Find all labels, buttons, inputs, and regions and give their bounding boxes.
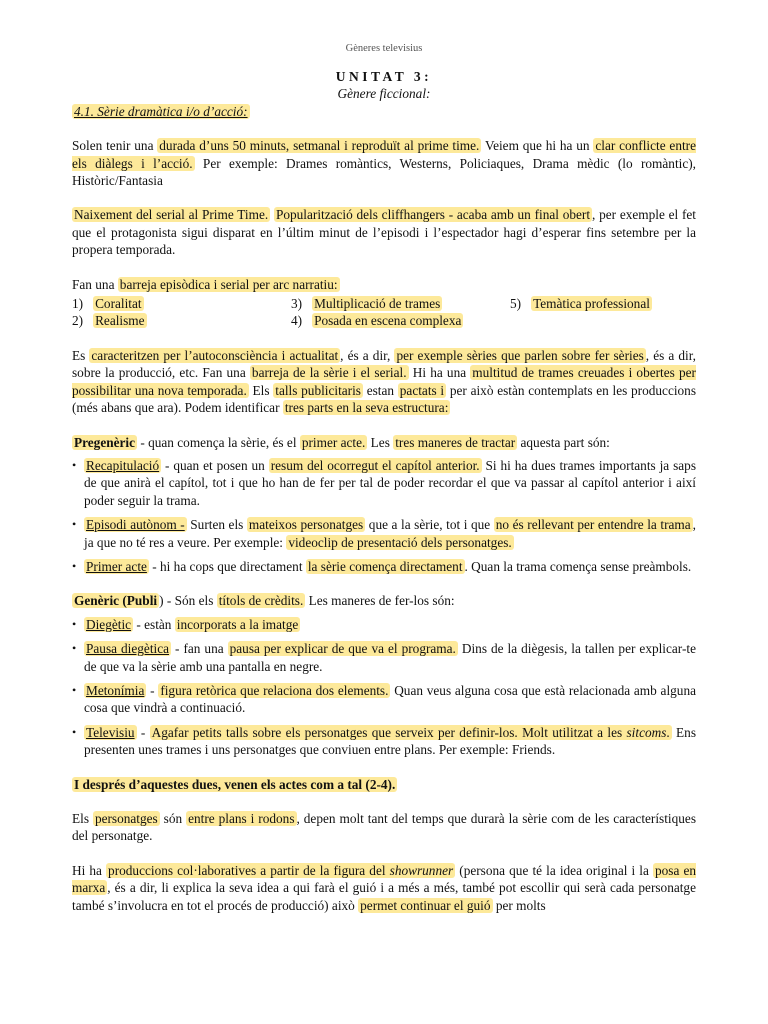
text: , és a dir, sobre la producció, etc. Fan una	[72, 347, 696, 381]
bullet-text	[84, 682, 696, 717]
text: per això estàn contemplats en les produccions (més abans que ara). Podem identificar	[72, 382, 697, 416]
text: són	[159, 811, 187, 826]
italic-text: showrunner	[389, 862, 454, 878]
acts-paragraph	[72, 776, 696, 793]
list-item	[72, 312, 291, 329]
list-item	[291, 312, 510, 329]
text: Solen tenir una	[72, 138, 158, 154]
text: Surten els	[186, 517, 247, 533]
text: Els	[72, 811, 93, 826]
highlight: no és rellevant per entendre la trama	[495, 517, 691, 533]
bullet-item-episodi-autonom	[72, 516, 696, 551]
numbered-column-3	[510, 295, 652, 330]
text: estan	[362, 382, 398, 398]
bullet-icon: •	[72, 517, 77, 532]
paragraph-3	[72, 276, 696, 293]
item-number: 1)	[72, 296, 84, 312]
bullet-label: Metonímia	[86, 682, 145, 698]
text: - quan comença la sèrie, és el	[137, 434, 300, 450]
text: , és a dir,	[340, 347, 395, 363]
highlight: tres parts en la seva estructura:	[284, 400, 449, 416]
bullet-item-recapitulacio	[72, 457, 696, 509]
highlight: títols de crèdits.	[218, 593, 304, 609]
generic-title: Genèric (Publi	[74, 593, 158, 609]
section-heading	[72, 103, 696, 120]
bullet-item-televisiu	[72, 724, 696, 759]
highlight: barreja de la sèrie i el serial.	[251, 365, 407, 381]
bullet-text	[84, 457, 696, 509]
text: - estàn	[133, 616, 175, 632]
paragraph-4	[72, 347, 696, 417]
bullet-text	[84, 616, 696, 633]
unit-title: UNITAT 3:	[335, 69, 433, 84]
section-heading-text: 4.1. Sèrie dramàtica i/o d’acció:	[74, 103, 248, 119]
text: (persona que té la idea original i la	[455, 862, 653, 878]
text: Dins de la diègesis, la tallen per explicar-te de que va la sèrie amb una pantalla en negre.	[84, 641, 696, 674]
pregeneric-title: Pregenèric	[74, 434, 136, 450]
highlight: Naixement del serial al Prime Time.	[74, 207, 269, 223]
highlight: videoclip de presentació dels personatges.	[288, 534, 512, 550]
text: -	[136, 724, 150, 740]
text: , depen molt tant del temps que durarà la sèrie com de les característiques del personatge.	[72, 811, 696, 844]
text: , ja que no té res a veure. Per exemple:	[84, 517, 696, 550]
text: Hi ha	[72, 862, 107, 878]
text: .	[666, 724, 670, 740]
generic-paragraph	[72, 592, 696, 609]
bullet-icon: •	[72, 682, 77, 697]
bullet-label: Televisiu	[86, 724, 135, 740]
paragraph-6	[72, 862, 696, 914]
bullet-icon: •	[72, 724, 77, 739]
text: Agafar petits talls sobre els personatges que serveix per definir-los. Molt utilitzat a les	[151, 724, 627, 740]
item-label: Multiplicació de trames	[314, 296, 441, 312]
text: que a la sèrie, tot i que	[365, 517, 494, 533]
highlight: posa en marxa	[72, 862, 697, 896]
bullet-text	[84, 724, 696, 759]
highlight	[106, 863, 455, 878]
highlight: Popularització dels cliffhangers - acaba amb un final obert	[275, 207, 591, 223]
item-label: Posada en escena complexa	[314, 313, 462, 329]
document-body	[72, 68, 696, 914]
text: , per exemple el fet que el protagonista sigui disparat en l’últim minut de l’episodi i l’espectador hagi d’esperar fins setembre per la propera temporada.	[72, 207, 697, 258]
text: aquesta part són:	[517, 434, 610, 450]
item-label: Coralitat	[95, 296, 142, 312]
highlight: barreja episòdica i serial per arc narratiu:	[119, 276, 338, 292]
text: - quan et posen un	[161, 457, 269, 473]
text: Hi ha una	[408, 365, 471, 381]
numbered-list	[72, 295, 696, 330]
highlight: resum del ocorregut el capítol anterior.	[270, 457, 480, 473]
list-item	[291, 295, 510, 312]
text: Veiem que hi ha un	[481, 138, 594, 154]
bullet-text	[84, 558, 696, 575]
text: , és a dir, li explica la seva idea a qui farà el guió i a més a més, també pot escollir qui serà cada personatge també s’involucra en tot el procés de producció) això	[72, 880, 696, 913]
highlight: la sèrie comença directament	[307, 558, 463, 574]
highlight: talls publicitaris	[275, 382, 361, 398]
bullet-label: Pausa diegètica	[86, 641, 170, 657]
text: Quan veus alguna cosa que està relacionada amb alguna cosa que vindrà a continuació.	[84, 682, 696, 716]
text: Es	[72, 347, 90, 363]
bullet-text	[84, 640, 696, 675]
text: -	[146, 682, 159, 698]
paragraph-1	[72, 137, 696, 189]
highlight: pausa per explicar de que va el programa.	[229, 641, 456, 657]
text: . Quan la trama comença sense preàmbols.	[464, 558, 692, 574]
highlight: clar conflicte entre els diàlegs i l’acció.	[72, 138, 696, 171]
page-header: Gèneres televisius	[345, 43, 423, 54]
item-number: 2)	[72, 313, 84, 329]
bullet-icon: •	[72, 558, 77, 573]
text: per molts	[492, 897, 546, 913]
text: Ens presenten unes trames i uns personatges que conviuen entre plans. Per exemple: Friends.	[84, 724, 696, 758]
highlight: personatges	[94, 811, 158, 826]
text: Fan una	[72, 276, 118, 292]
bullet-label: Recapitulació	[86, 457, 160, 473]
numbered-column-1	[72, 295, 291, 330]
highlight: figura retòrica que relaciona dos elements.	[160, 682, 389, 698]
bullet-icon: •	[72, 457, 77, 472]
pregeneric-paragraph	[72, 434, 696, 451]
text: produccions col·laboratives a partir de la figura del	[108, 862, 390, 878]
text: - fan una	[171, 641, 228, 657]
bullet-label: Episodi autònom -	[86, 517, 185, 533]
text: Els	[248, 382, 274, 398]
highlight: incorporats a la imatge	[176, 616, 299, 632]
highlight: permet continuar el guió	[360, 897, 491, 913]
paragraph-5	[72, 810, 696, 845]
text: Les maneres de fer-los són:	[305, 593, 455, 609]
bullet-item-diegetic	[72, 616, 696, 633]
list-item	[72, 295, 291, 312]
bullet-text	[84, 516, 696, 551]
highlight: caracteritzen per l’autoconsciència i actualitat	[91, 347, 339, 363]
bullet-icon: •	[72, 641, 77, 656]
acts-line: I després d’aquestes dues, venen els actes com a tal (2-4).	[74, 776, 396, 792]
paragraph-2	[72, 206, 696, 258]
highlight: durada d’uns 50 minuts, setmanal i reproduït al prime time.	[159, 138, 480, 154]
item-number: 5)	[510, 296, 522, 312]
bullet-icon: •	[72, 616, 77, 631]
bullet-label: Diegètic	[86, 616, 132, 632]
highlight	[150, 725, 672, 740]
text: ) - Són els	[159, 593, 217, 609]
item-number: 4)	[291, 313, 303, 329]
highlight: pactats i	[399, 382, 445, 398]
text: - hi ha cops que directament	[148, 558, 306, 574]
item-label: Realisme	[95, 313, 145, 329]
numbered-column-2	[291, 295, 510, 330]
highlight: tres maneres de tractar	[395, 434, 516, 450]
item-number: 3)	[291, 296, 303, 312]
bullet-item-primer-acte	[72, 558, 696, 575]
bullet-item-pausa-diegetica	[72, 640, 696, 675]
text: Les	[367, 434, 394, 450]
italic-text: sitcoms	[626, 724, 667, 740]
bullet-item-metonimia	[72, 682, 696, 717]
highlight: multitud de trames creuades i obertes per possibilitar una nova temporada.	[72, 365, 696, 398]
list-item	[510, 295, 652, 312]
bullet-label: Primer acte	[86, 558, 147, 574]
highlight: entre plans i rodons	[188, 811, 295, 826]
text: Si hi ha dues trames importants ja saps de que anirà el capítol, tot i que ho han de fer per tal de poder recordar el que va passar al capítol anterior i així poder seguir la trama.	[84, 457, 697, 508]
highlight: primer acte.	[301, 434, 366, 450]
item-label: Temàtica professional	[533, 296, 650, 312]
unit-subtitle: Gènere ficcional:	[337, 86, 431, 102]
text: Per exemple: Drames romàntics, Westerns, Policiaques, Drama mèdic (lo romàntic), Històric/Fantasia	[72, 155, 696, 189]
highlight: per exemple sèries que parlen sobre fer sèries	[396, 347, 644, 363]
highlight: mateixos personatges	[248, 517, 364, 533]
